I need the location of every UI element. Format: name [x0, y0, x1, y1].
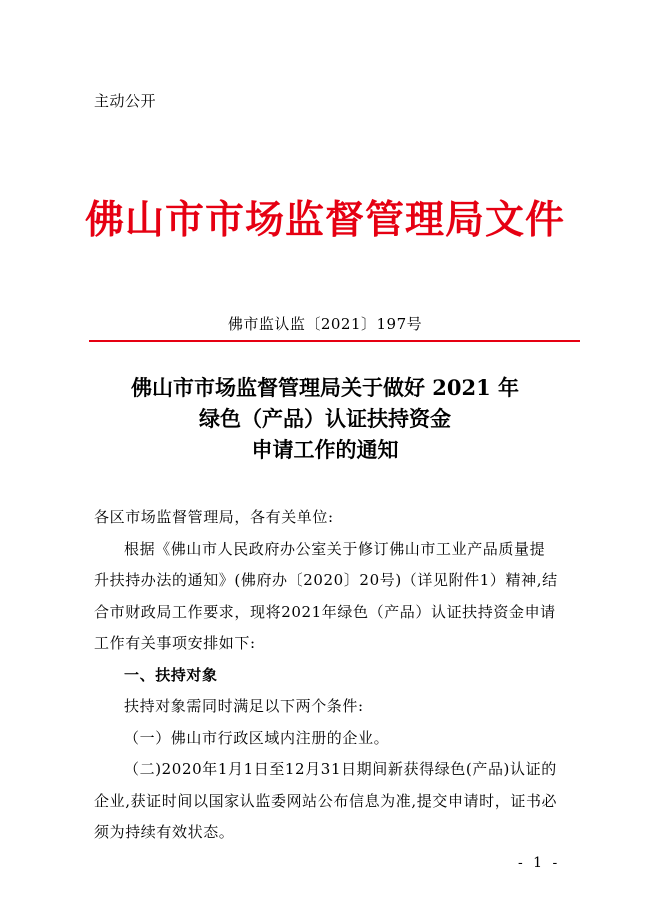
condition-2: （二)2020年1月1日至12月31日期间新获得绿色(产品)认证的企业,获证时间以国家认监委网站公布信息为准,提交申请时，证书必须为持续有效状态。	[94, 760, 558, 841]
document-title	[0, 372, 650, 465]
title-line-1: 佛山市市场监督管理局关于做好 2021 年	[130, 375, 520, 400]
document-number: 佛市监认监〔2021〕197号	[227, 315, 423, 333]
section-1-heading: 一、扶持对象	[124, 665, 218, 684]
title-line-2: 绿色（产品）认证扶持资金	[199, 406, 451, 431]
page-number: - 1 -	[518, 855, 561, 871]
issuer-header: 佛山市市场监督管理局文件	[84, 197, 565, 243]
condition-1: （一）佛山市行政区域内注册的企业。	[124, 728, 390, 747]
title-line-3: 申请工作的通知	[251, 437, 399, 462]
section-1-intro: 扶持对象需同时满足以下两个条件:	[124, 697, 364, 715]
paragraph-1: 根据《佛山市人民政府办公室关于修订佛山市工业产品质量提升扶持办法的通知》(佛府办〔2020〕20号)（详见附件1）精神,结合市财政局工作要求，现将2021年绿色（产品）认证扶持资金申请工作有关事项安排如下:	[94, 539, 558, 652]
salutation: 各区市场监督管理局，各有关单位:	[94, 508, 334, 526]
document-body	[94, 502, 558, 849]
disclosure-label: 主动公开	[94, 92, 157, 110]
red-divider	[89, 340, 580, 342]
